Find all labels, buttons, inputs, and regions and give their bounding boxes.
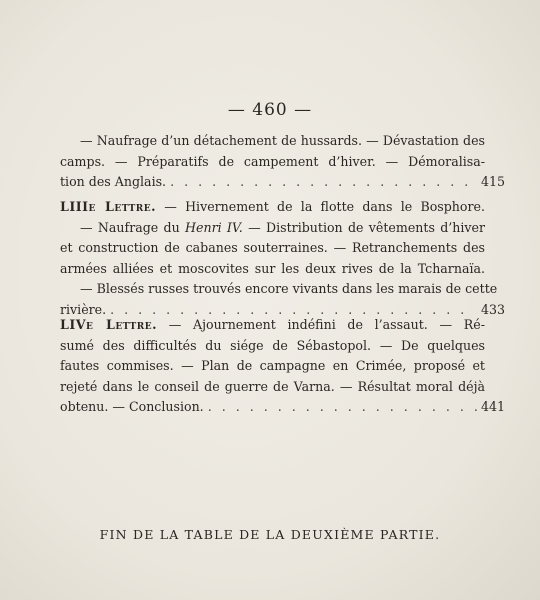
letter-heading: LIIIe Lettre.: [60, 199, 157, 214]
toc-line-text: obtenu. — Conclusion.: [60, 399, 204, 414]
page-ref: 441: [480, 399, 505, 414]
toc-line: rejeté dans le conseil de guerre de Varna. — Résultat moral déjà: [60, 378, 485, 394]
toc-line-text: — Naufrage du: [80, 219, 180, 235]
toc-line: [60, 218, 485, 239]
page-ref: 415: [480, 174, 505, 189]
toc-line: — Naufrage d’un détachement de hussards. — Dévastation des: [80, 133, 485, 148]
toc-line: [60, 172, 505, 193]
toc-line-text: — Distribution de vêtements d’hiver: [248, 219, 485, 235]
toc-line: sumé des difficultés du siége de Sébastopol. — De quelques: [60, 337, 485, 353]
dot-leader: . . . . . . . . . . . . . . . . . . . . . . . . . .: [110, 301, 468, 317]
end-of-table-caption: FIN DE LA TABLE DE LA DEUXIÈME PARTIE.: [99, 527, 441, 542]
dot-leader: . . . . . . . . . . . . . . . . . . . .: [207, 399, 481, 414]
toc-line: et construction de cabanes souterraines. — Retranchements des: [60, 240, 485, 255]
toc-line: [60, 315, 485, 336]
toc-line-text: — Hivernement de la flotte dans le Bosphore.: [164, 199, 485, 214]
toc-line-text: tion des Anglais.: [60, 174, 167, 189]
toc-line: [60, 397, 505, 418]
page-number: — 460 —: [227, 100, 313, 120]
toc-entry: [60, 131, 505, 193]
toc-line: armées alliées et moscovites sur les deux rives de la Tcharnaïa.: [60, 260, 485, 276]
toc-line: fautes commises. — Plan de campagne en Crimée, proposé et: [60, 358, 485, 373]
toc-line: camps. — Préparatifs de campement d’hiver. — Démoralisa-: [60, 153, 485, 169]
toc-entry: [60, 197, 505, 320]
letter-heading: LIVe Lettre.: [60, 317, 157, 332]
toc-line-text: rivière.: [60, 301, 107, 317]
toc-line: — Blessés russes trouvés encore vivants dans les marais de cette: [80, 281, 498, 296]
page-ref: 433: [480, 301, 505, 317]
toc-entry: [60, 315, 505, 418]
toc-line-text: — Ajournement indéfini de l’assaut. — Ré-: [168, 317, 485, 332]
toc-line: [60, 197, 485, 218]
dot-leader: . . . . . . . . . . . . . . . . . . . . . .: [170, 174, 472, 189]
ship-name: Henri IV.: [185, 219, 243, 235]
